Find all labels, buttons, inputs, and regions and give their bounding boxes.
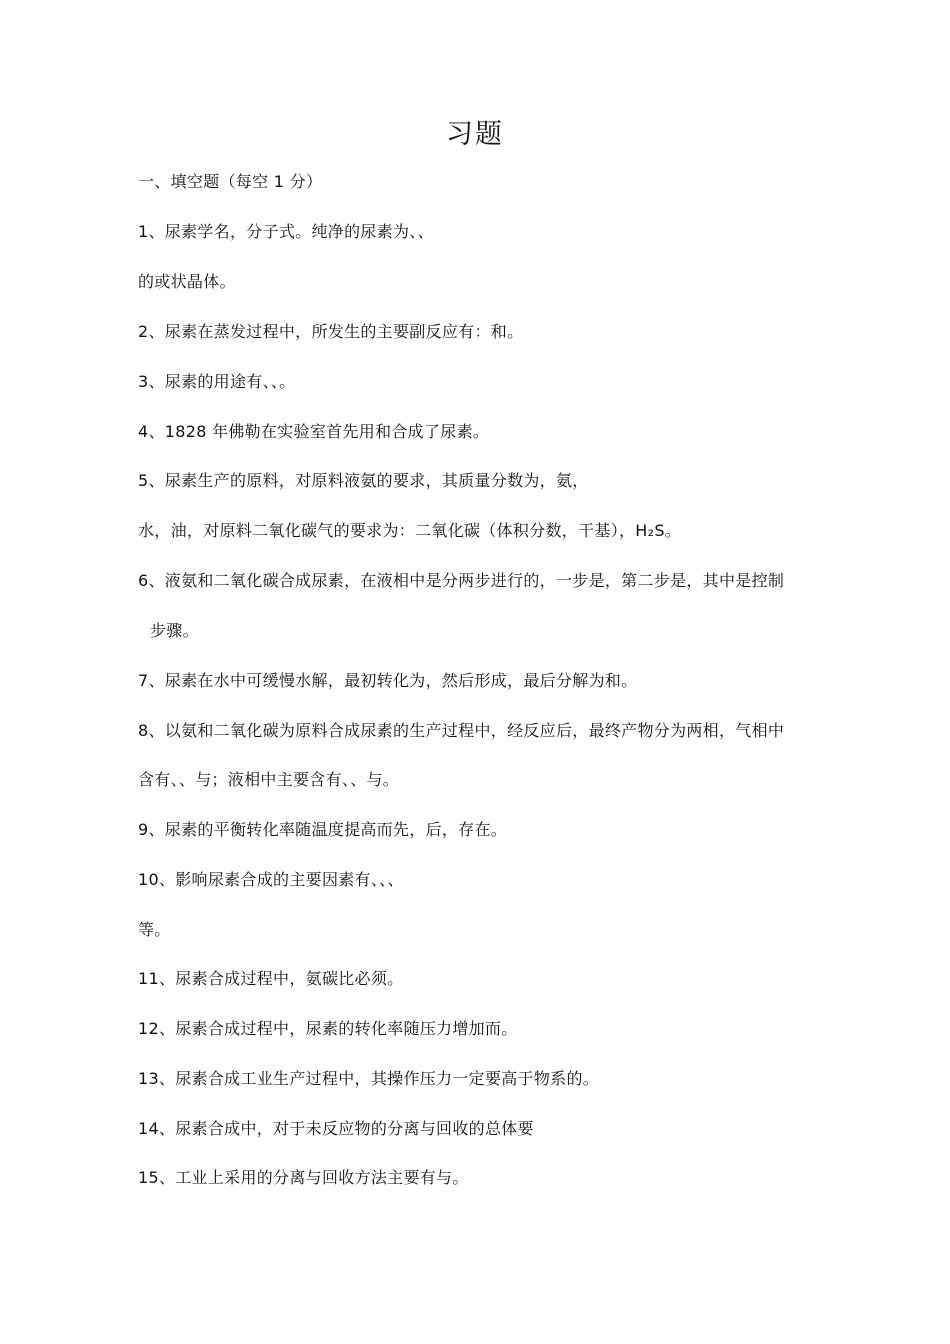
question-line: 1、尿素学名，分子式。纯净的尿素为、、 (138, 222, 434, 241)
question-line: 等。 (138, 920, 171, 939)
question-line: 3、尿素的用途有、、。 (138, 372, 296, 391)
question-line: 11、尿素合成过程中，氨碳比必须。 (138, 969, 404, 988)
question-line: 14、尿素合成中，对于未反应物的分离与回收的总体要 (138, 1119, 534, 1138)
question-line: 的或状晶体。 (138, 272, 236, 291)
question-line: 7、尿素在水中可缓慢水解，最初转化为，然后形成，最后分解为和。 (138, 671, 638, 690)
question-line: 9、尿素的平衡转化率随温度提高而先，后，存在。 (138, 820, 508, 839)
question-line: 水，油，对原料二氧化碳气的要求为：二氧化碳（体积分数，干基），H₂S。 (138, 521, 682, 540)
section-heading: 一、填空题（每空 1 分） (138, 172, 323, 191)
question-line: 5、尿素生产的原料，对原料液氨的要求，其质量分数为，氨， (138, 471, 589, 490)
question-line: 12、尿素合成过程中，尿素的转化率随压力增加而。 (138, 1019, 518, 1038)
question-line: 13、尿素合成工业生产过程中，其操作压力一定要高于物系的。 (138, 1069, 600, 1088)
question-line: 15、工业上采用的分离与回收方法主要有与。 (138, 1168, 469, 1187)
question-line: 10、影响尿素合成的主要因素有、、、 (138, 870, 404, 889)
question-line: 8、以氨和二氧化碳为原料合成尿素的生产过程中，经反应后，最终产物分为两相，气相中 (138, 721, 785, 740)
question-line: 4、1828 年佛勒在实验室首先用和合成了尿素。 (138, 422, 490, 441)
page-title: 习题 (446, 119, 504, 150)
question-line: 含有、、与；液相中主要含有、、与。 (138, 770, 400, 789)
question-line: 6、液氨和二氧化碳合成尿素，在液相中是分两步进行的，一步是，第二步是，其中是控制 (138, 571, 785, 590)
question-line: 步骤。 (150, 621, 199, 640)
question-line: 2、尿素在蒸发过程中，所发生的主要副反应有：和。 (138, 322, 524, 341)
